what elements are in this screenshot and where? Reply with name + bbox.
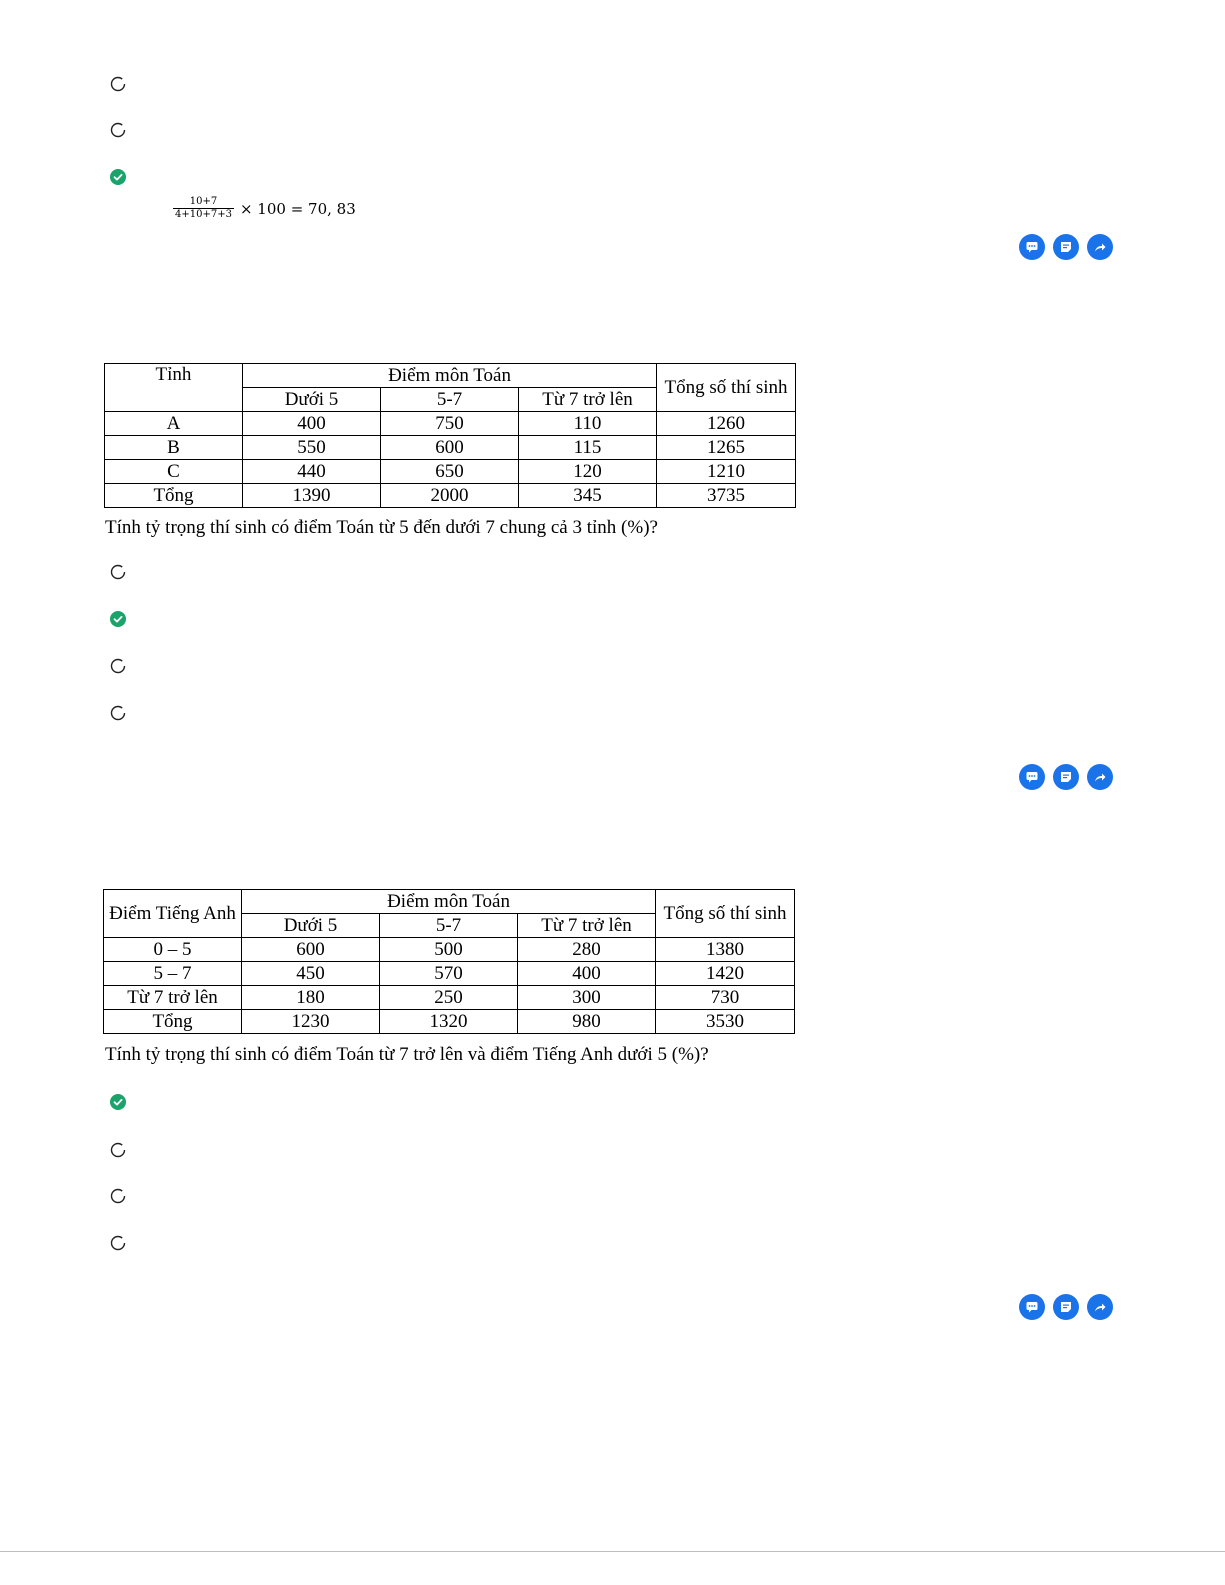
question-actions (1019, 1294, 1113, 1320)
solution-formula (173, 196, 356, 221)
table-row (105, 484, 796, 508)
radio-empty-icon (110, 1188, 126, 1204)
header-english-score: Điểm Tiếng Anh (104, 890, 242, 938)
table-cell: 500 (380, 938, 518, 962)
radio-option-b-correct[interactable] (110, 611, 126, 627)
radio-empty-icon (110, 1235, 126, 1251)
comment-icon (1025, 770, 1039, 784)
radio-option-c-correct[interactable] (110, 169, 126, 185)
table-cell: 730 (656, 986, 795, 1010)
note-icon (1059, 240, 1073, 254)
note-button[interactable] (1053, 234, 1079, 260)
comment-button[interactable] (1019, 1294, 1045, 1320)
subheader-7-up: Từ 7 trở lên (518, 914, 656, 938)
radio-option-a-correct[interactable] (110, 1094, 126, 1110)
share-icon (1093, 240, 1107, 254)
subheader-below-5: Dưới 5 (242, 914, 380, 938)
table-row (104, 938, 795, 962)
table-cell: 0 – 5 (104, 938, 242, 962)
table-cell: 1380 (656, 938, 795, 962)
radio-empty-icon (110, 564, 126, 580)
table-cell: A (105, 412, 243, 436)
table-cell: 650 (381, 460, 519, 484)
fraction-denominator: 4+10+7+3 (175, 209, 232, 220)
table-cell: 300 (518, 986, 656, 1010)
table-cell: 1210 (657, 460, 796, 484)
table-cell: 1420 (656, 962, 795, 986)
fraction-numerator: 10+7 (189, 196, 218, 207)
table-cell: 180 (242, 986, 380, 1010)
table-cell: 3735 (657, 484, 796, 508)
subheader-7-up: Từ 7 trở lên (519, 388, 657, 412)
table-cell: 1320 (380, 1010, 518, 1034)
comment-button[interactable] (1019, 764, 1045, 790)
radio-option-b[interactable] (110, 122, 126, 138)
table-row (105, 460, 796, 484)
comment-button[interactable] (1019, 234, 1045, 260)
header-math-score: Điểm môn Toán (242, 890, 656, 914)
table-cell: Từ 7 trở lên (104, 986, 242, 1010)
table-cell: C (105, 460, 243, 484)
score-table-english-math (103, 889, 795, 1034)
check-circle-icon (110, 611, 126, 627)
header-math-score: Điểm môn Toán (243, 364, 657, 388)
radio-empty-icon (110, 658, 126, 674)
note-button[interactable] (1053, 1294, 1079, 1320)
comment-icon (1025, 240, 1039, 254)
radio-option-a[interactable] (110, 76, 126, 92)
table-cell: 115 (519, 436, 657, 460)
table-cell: 570 (380, 962, 518, 986)
share-icon (1093, 770, 1107, 784)
check-circle-icon (110, 169, 126, 185)
radio-option-b[interactable] (110, 1142, 126, 1158)
table-row (104, 962, 795, 986)
table-cell: 600 (381, 436, 519, 460)
table-cell: 120 (519, 460, 657, 484)
table-row (105, 436, 796, 460)
table-cell: 280 (518, 938, 656, 962)
table-cell: 110 (519, 412, 657, 436)
table-row (105, 412, 796, 436)
radio-option-d[interactable] (110, 1235, 126, 1251)
question-actions (1019, 234, 1113, 260)
share-button[interactable] (1087, 764, 1113, 790)
header-total-students: Tổng số thí sinh (656, 890, 795, 938)
formula-result: × 100 = 70, 83 (239, 199, 356, 218)
table-cell: 2000 (381, 484, 519, 508)
table-cell: 400 (243, 412, 381, 436)
radio-empty-icon (110, 705, 126, 721)
share-icon (1093, 1300, 1107, 1314)
table-cell: 1260 (657, 412, 796, 436)
radio-empty-icon (110, 76, 126, 92)
comment-icon (1025, 1300, 1039, 1314)
share-button[interactable] (1087, 234, 1113, 260)
subheader-5-7: 5-7 (380, 914, 518, 938)
table-cell: 400 (518, 962, 656, 986)
table-cell: 750 (381, 412, 519, 436)
table-cell: 3530 (656, 1010, 795, 1034)
table-cell: B (105, 436, 243, 460)
check-circle-icon (110, 1094, 126, 1110)
table-row (104, 986, 795, 1010)
note-button[interactable] (1053, 764, 1079, 790)
table-cell: 1230 (242, 1010, 380, 1034)
radio-empty-icon (110, 122, 126, 138)
fraction (173, 196, 234, 221)
table-cell: Tổng (104, 1010, 242, 1034)
table-cell: 1265 (657, 436, 796, 460)
header-province: Tỉnh (105, 364, 243, 412)
question-text: Tính tỷ trọng thí sinh có điểm Toán từ 7 trở lên và điểm Tiếng Anh dưới 5 (%)? (105, 1044, 709, 1065)
table-cell: 250 (380, 986, 518, 1010)
table-cell: 5 – 7 (104, 962, 242, 986)
score-table-provinces (104, 363, 796, 508)
question-text: Tính tỷ trọng thí sinh có điểm Toán từ 5 đến dưới 7 chung cả 3 tỉnh (%)? (105, 517, 658, 538)
table-cell: 440 (243, 460, 381, 484)
table-cell: 345 (519, 484, 657, 508)
header-total-students: Tổng số thí sinh (657, 364, 796, 412)
table-cell: 1390 (243, 484, 381, 508)
radio-option-d[interactable] (110, 705, 126, 721)
note-icon (1059, 770, 1073, 784)
radio-option-c[interactable] (110, 658, 126, 674)
table-cell: 450 (242, 962, 380, 986)
radio-option-c[interactable] (110, 1188, 126, 1204)
table-row (104, 1010, 795, 1034)
share-button[interactable] (1087, 1294, 1113, 1320)
table-cell: 550 (243, 436, 381, 460)
table-cell: Tổng (105, 484, 243, 508)
radio-option-a[interactable] (110, 564, 126, 580)
subheader-below-5: Dưới 5 (243, 388, 381, 412)
subheader-5-7: 5-7 (381, 388, 519, 412)
question-actions (1019, 764, 1113, 790)
table-cell: 980 (518, 1010, 656, 1034)
note-icon (1059, 1300, 1073, 1314)
radio-empty-icon (110, 1142, 126, 1158)
table-cell: 600 (242, 938, 380, 962)
page-divider (0, 1551, 1225, 1552)
